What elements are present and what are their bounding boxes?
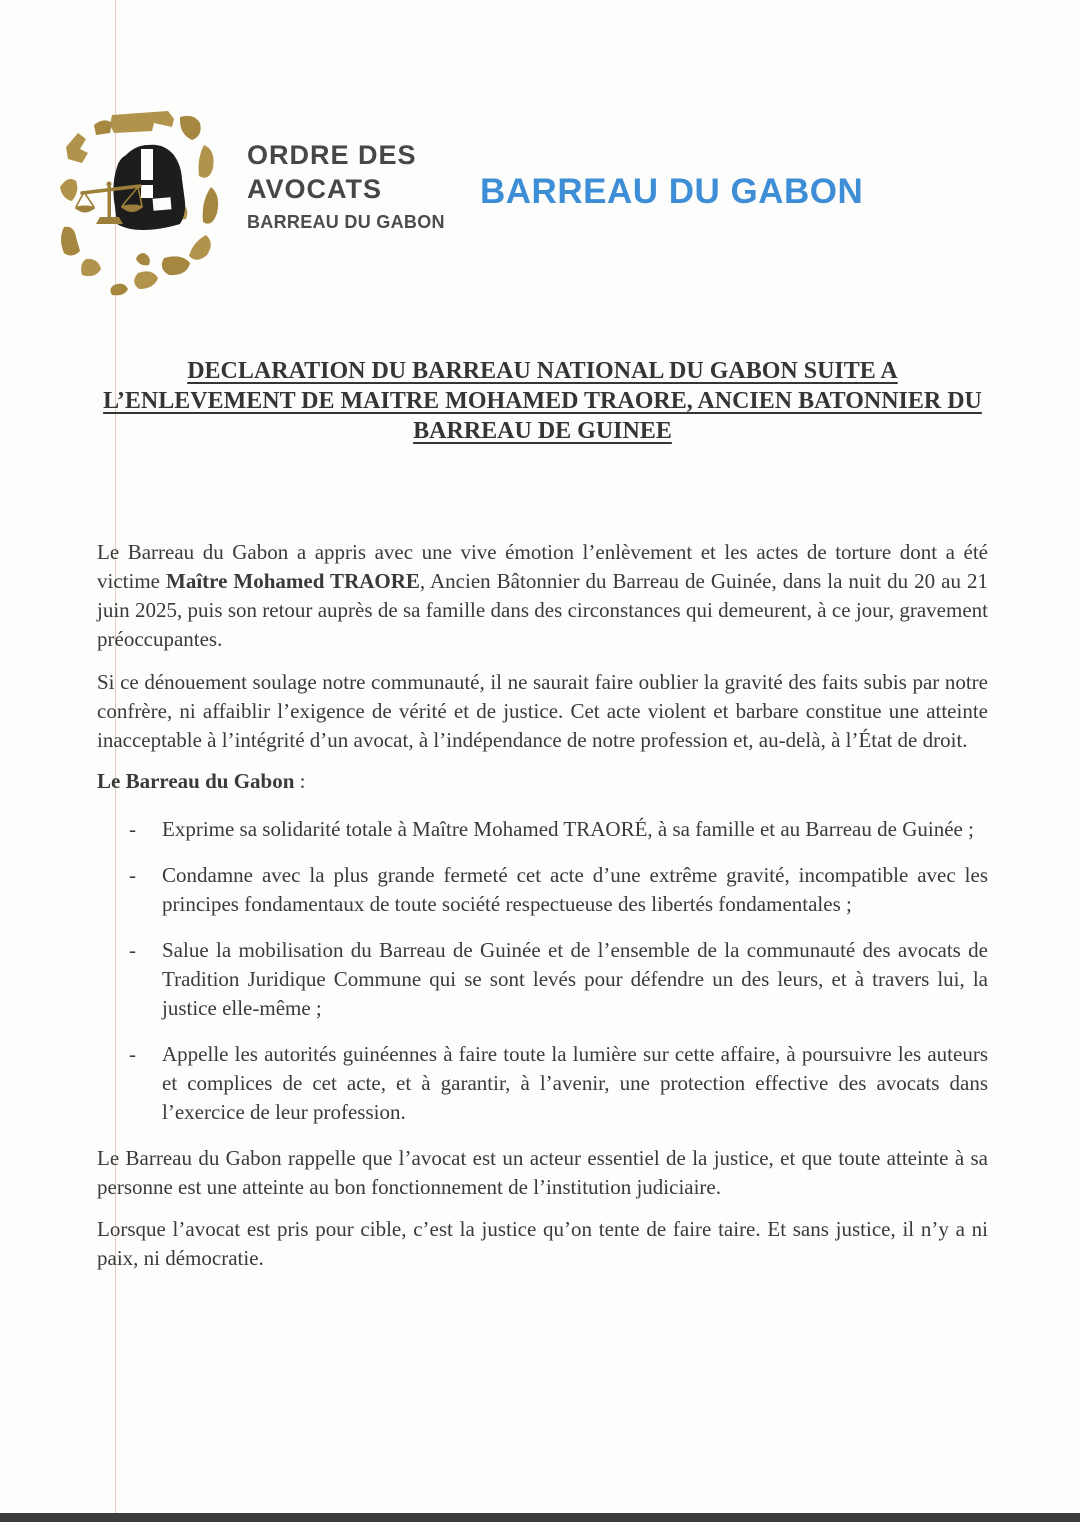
declaration-list bbox=[97, 815, 988, 1127]
scan-edge-bar bbox=[0, 1513, 1080, 1522]
intro-text-pre: Le Barreau du Gabon a appris avec une vive émotion l’enlèvement et les actes de torture dont a été victime bbox=[97, 540, 988, 593]
banner-title: BARREAU DU GABON bbox=[480, 172, 864, 211]
closing-paragraph-2: Lorsque l’avocat est pris pour cible, c’est la justice qu’on tente de faire taire. Et sans justice, il n’y a ni paix, ni démocratie. bbox=[97, 1217, 988, 1270]
title-line-3 bbox=[97, 416, 988, 446]
document-body bbox=[97, 356, 988, 1286]
org-name-block bbox=[247, 138, 445, 233]
list-item-text: Exprime sa solidarité totale à Maître Mohamed TRAORÉ, à sa famille et au Barreau de Guinée ; bbox=[162, 817, 974, 841]
list-item-solidarity bbox=[97, 815, 988, 844]
dash-bullet: - bbox=[129, 1042, 136, 1066]
title-line-1 bbox=[97, 356, 988, 386]
list-item-text: Appelle les autorités guinéennes à faire toute la lumière sur cette affaire, à poursuivre les auteurs et complices de cet acte, et à garantir, à l’avenir, une protection effective des avocats dans l’exercice de leur profession. bbox=[162, 1042, 988, 1124]
org-name-line2: AVOCATS bbox=[247, 174, 382, 204]
dash-bullet: - bbox=[129, 817, 136, 841]
list-item-text: Condamne avec la plus grande fermeté cet acte d’une extrême gravité, incompatible avec les principes fondamentaux de toute société respectueuse des libertés fondamentales ; bbox=[162, 863, 988, 916]
context-paragraph: Si ce dénouement soulage notre communauté, il ne saurait faire oublier la gravité des faits subis par notre confrère, ni affaiblir l’exigence de vérité et de justice. Cet acte violent et barbare constitue une atteinte inacceptable à l’intégrité d’un avocat, à l’indépendance de notre profession et, au-delà, à l’État de droit. bbox=[97, 670, 988, 752]
intro-text-post: , Ancien Bâtonnier du Barreau de Guinée, dans la nuit du 20 au 21 juin 2025, puis son retour auprès de sa famille dans des circonstances qui demeurent, à ce jour, gravement préoccupantes. bbox=[97, 569, 988, 651]
section-label-colon: : bbox=[294, 769, 306, 793]
list-item-appeal bbox=[97, 1040, 988, 1127]
dash-bullet: - bbox=[129, 938, 136, 962]
title-line-2 bbox=[97, 386, 988, 416]
list-item-mobilisation bbox=[97, 936, 988, 1023]
list-item-condemnation bbox=[97, 861, 988, 919]
title-line-3-text: BARREAU DE GUINEE bbox=[413, 418, 672, 444]
org-subtitle: BARREAU DU GABON bbox=[247, 212, 445, 232]
section-label-text: Le Barreau du Gabon bbox=[97, 769, 295, 793]
title-line-1-text: DECLARATION DU BARREAU NATIONAL DU GABON SUITE A bbox=[187, 358, 898, 384]
title-line-2-text: L’ENLEVEMENT DE MAITRE MOHAMED TRAORE, ANCIEN BATONNIER DU bbox=[103, 388, 982, 414]
closing-paragraph-1: Le Barreau du Gabon rappelle que l’avocat est un acteur essentiel de la justice, et que toute atteinte à sa personne est une atteinte au bon fonctionnement de l’institution judiciaire. bbox=[97, 1146, 988, 1199]
intro-paragraph bbox=[97, 538, 988, 654]
org-name-line1: ORDRE DES bbox=[247, 140, 417, 170]
list-item-text: Salue la mobilisation du Barreau de Guinée et de l’ensemble de la communauté des avocats de Tradition Juridique Commune qui se sont levés pour défendre un des leurs, et à travers lui, la justice elle-même ; bbox=[162, 938, 988, 1020]
document-title bbox=[97, 356, 988, 446]
bar-association-logo bbox=[56, 103, 232, 298]
section-label bbox=[97, 767, 988, 796]
victim-name: Maître Mohamed TRAORE bbox=[166, 569, 420, 593]
dash-bullet: - bbox=[129, 863, 136, 887]
